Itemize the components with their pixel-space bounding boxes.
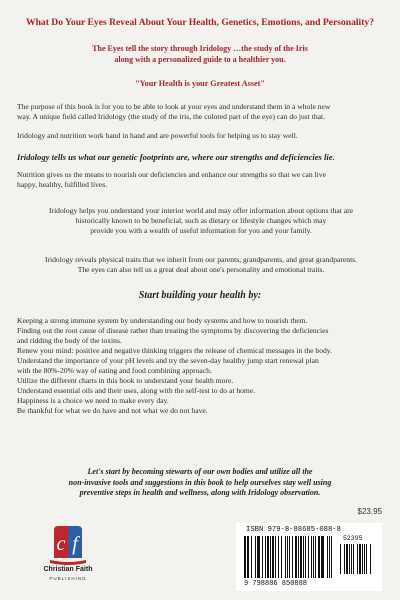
cover-subhead [20,43,380,65]
barcode-bar [370,544,371,574]
text-line: way. A unique field called Iridology (the study of the iris, the colored part of the eye) can do just that. [17,112,326,121]
barcode-bar [267,536,269,578]
svg-text:c: c [56,533,66,555]
barcode-bars [244,536,336,580]
barcode-bar [327,536,328,578]
barcode-bar [300,536,302,578]
barcode-bar [278,536,279,578]
barcode-bar [344,544,345,574]
barcode-bar [353,544,354,574]
barcode-bar [275,536,276,578]
text-line: Nutrition gives us the means to nourish our deficiencies and enhance our strengths so that we can live [17,170,326,179]
barcode-bar [318,536,320,578]
publisher-logo-icon [44,522,92,566]
barcode-bar [362,544,363,574]
isbn-barcode [236,507,382,591]
barcode-bar [351,544,352,574]
barcode-bar [313,536,314,578]
subhead-line: The Eyes tell the story through Iridology …the study of the Iris [92,44,308,53]
intro-paragraph-nutrition [17,131,385,141]
text-line: Iridology helps you understand your interior world and may offer information about options that are [49,206,353,215]
list-item: with the 80%-20% way of eating and food combining approach. [17,366,212,375]
list-item: Finding out the root cause of disease rather than treating the symptoms by discovering the deficiencies [17,326,329,335]
publisher-logo [30,522,106,586]
isbn-number: ISBN 979-8-88685-088-8 [246,526,341,534]
intro-paragraph-interior [17,206,385,236]
price-label: $23.95 [357,507,382,516]
subhead-line: along with a personalized guide to a healthier you. [114,55,286,64]
barcode-addon-digits: 52395 [343,535,363,542]
barcode-bar [281,536,282,578]
text-line: historically known to be beneficial, such as dietary or lifestyle changes which may [75,216,327,225]
section-heading: Start building your health by: [138,290,262,301]
barcode-bar [346,544,348,574]
barcode-bar [329,536,330,578]
barcode-bar [255,536,256,578]
svg-text:f: f [72,533,78,555]
barcode-bar [247,536,249,578]
closing-line: Let's start by becoming stewarts of our own bodies and utilize all the [87,467,313,476]
barcode-bar [357,544,358,574]
intro-paragraph-nourish [17,170,385,190]
barcode-bar [292,536,293,578]
publisher-name: Christian Faith [43,566,93,573]
barcode-bar [303,536,304,578]
barcode-bar [321,536,324,578]
barcode-bar [340,544,341,574]
health-steps-list [17,316,385,416]
intro-paragraph-traits [17,255,385,275]
list-item: Understand essential oils and their uses, along with the self-test to do at home. [17,386,256,395]
barcode-bar [349,544,350,574]
barcode-bar [366,544,367,574]
barcode-bar [331,536,332,578]
closing-statement [20,467,380,499]
barcode-bar [285,536,286,578]
closing-line: non-invasive tools and suggestions in this book to help ourselves stay well using [68,477,332,487]
barcode-bar [272,536,274,578]
barcode-bar [359,544,361,574]
barcode-digits: 9 798886 850888 [244,580,308,588]
cover-tagline: "Your Health is your Greatest Asset" [135,79,265,88]
list-item: Understand the importance of your pH levels and try the seven-day healthy jump start renewal plan [17,356,319,365]
list-item: Utilize the different charts in this book to understand your health more. [17,376,234,385]
barcode-bar [262,536,263,578]
list-item: and ridding the body of the toxins. [17,336,122,345]
barcode-bar [257,536,260,578]
publisher-sub: PUBLISHING [49,576,87,581]
cover-headline: What Do Your Eyes Reveal About Your Health, Genetics, Emotions, and Personality? [25,17,375,28]
barcode-bar [298,536,299,578]
list-item: Renew your mind: positive and negative thinking triggers the release of chemical messages in the body. [17,346,332,355]
intro-paragraph-purpose [17,102,385,122]
text-line: The eyes can also tell us a great deal about one's personality and emotional traits. [77,265,325,274]
list-item: Be thankful for what we do have and not what we do not have. [17,406,208,415]
text-line: Iridology and nutrition work hand in hand and are powerful tools for helping us to stay well. [17,131,298,140]
barcode-bar [289,536,290,578]
text-line: Iridology reveals physical traits that we inherit from our parents, grandparents, and great grandparents. [44,255,358,264]
barcode-bar [364,544,365,574]
text-line: provide you with a wealth of useful information for you and your family. [90,226,312,235]
barcode-bar [311,536,312,578]
barcode-bar [287,536,288,578]
text-line: The purpose of this book is for you to be able to look at your eyes and understand them in a whole new [17,102,331,111]
list-item: Keeping a strong immune system by understanding our body systems and how to nourish them. [17,316,308,325]
barcode-bar [305,536,306,578]
barcode-bar [315,536,316,578]
barcode-bar [308,536,309,578]
barcode-bar [295,536,297,578]
closing-line: preventive steps in health and wellness, along with Iridology observation. [79,488,321,497]
text-line: happy, healthy, fulfilled lives. [17,180,108,189]
barcode-bar [251,536,252,578]
emphasis-statement: Iridology tells us what our genetic footprints are, where our strengths and deficiencies lie. [17,152,335,162]
barcode-bar [265,536,266,578]
list-item: Happiness is a choice we need to make every day. [17,396,169,405]
barcode-bar [270,536,271,578]
barcode-bar [244,536,246,578]
